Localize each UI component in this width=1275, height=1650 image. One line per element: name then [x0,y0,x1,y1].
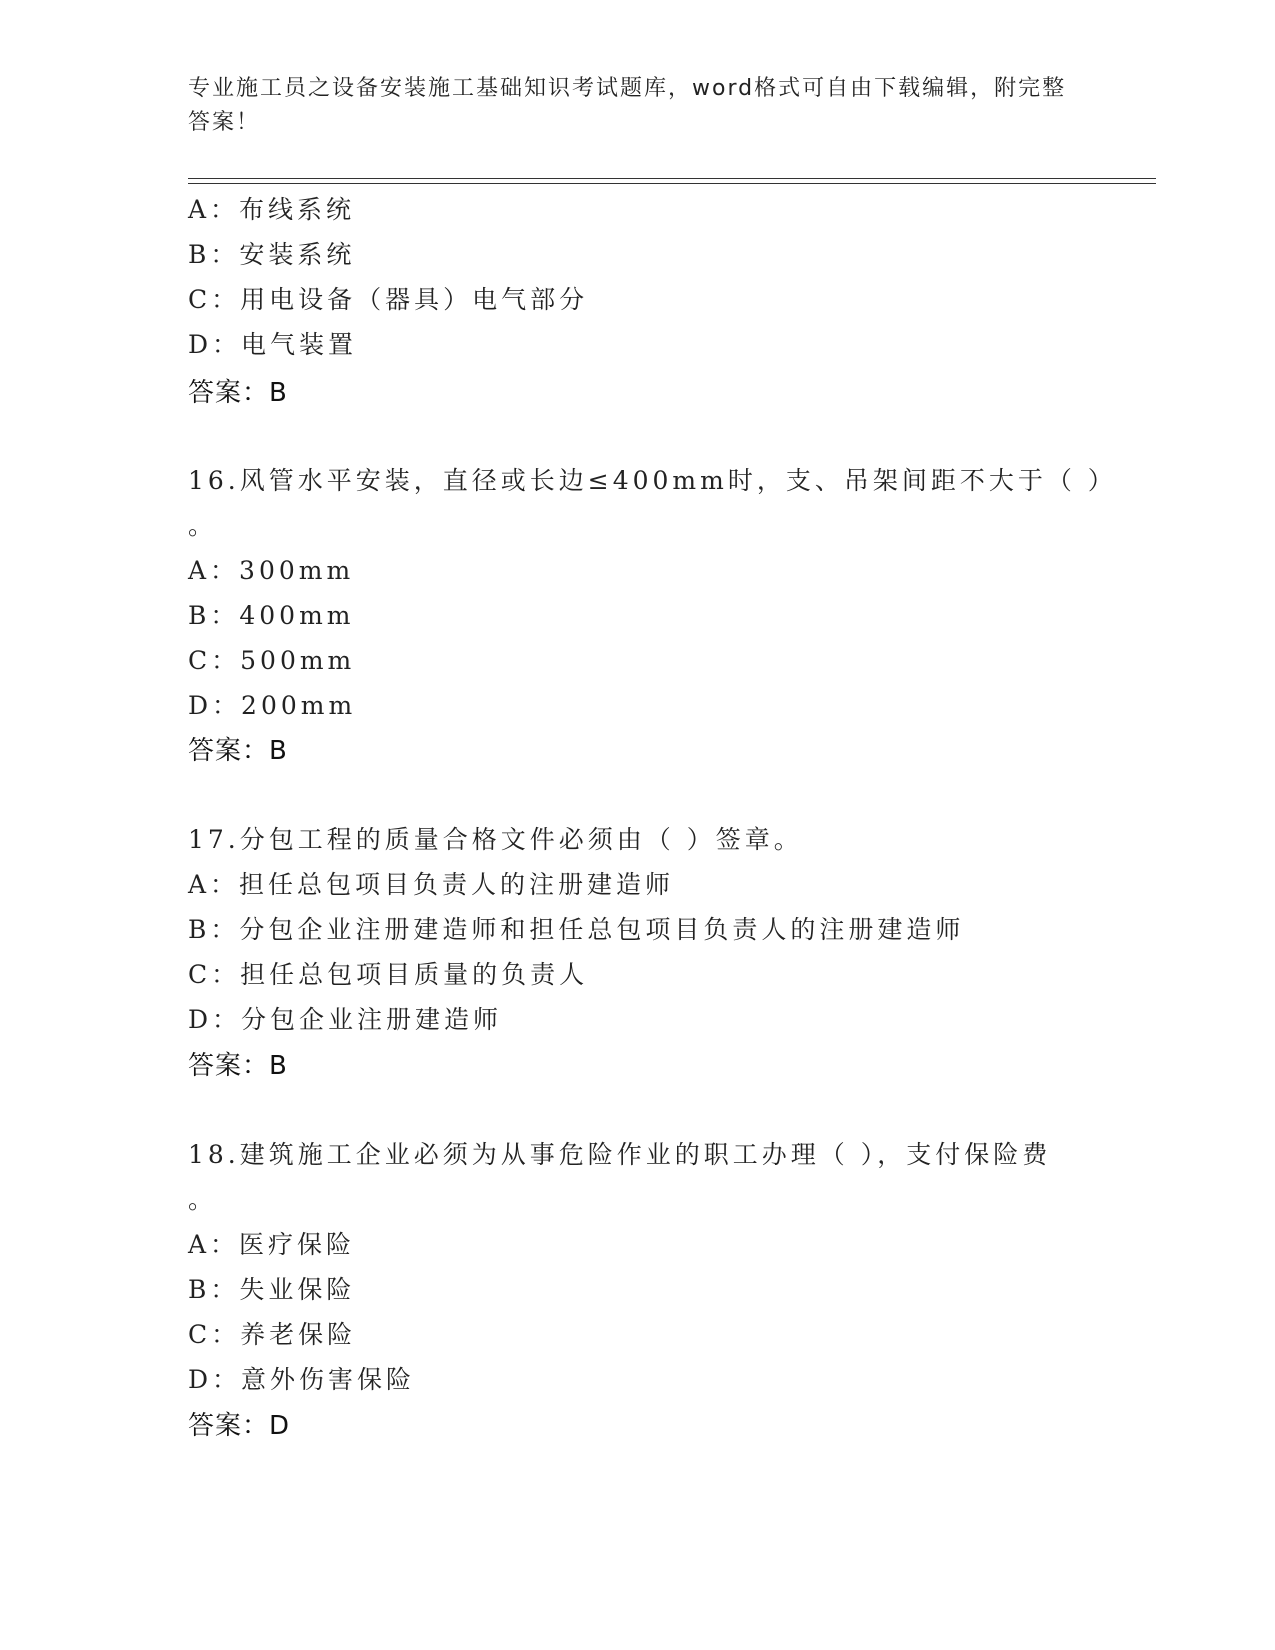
header-divider-top [188,178,1156,179]
q17-option-a: A：担任总包项目负责人的注册建造师 [188,870,675,899]
q18-stem-end: 。 [188,1185,218,1214]
q16-option-b: B：400mm [188,601,355,630]
document-header: 专业施工员之设备安装施工基础知识考试题库，word格式可自由下载编辑，附完整答案！ [188,76,1067,135]
q18-option-a: A：医疗保险 [188,1230,356,1259]
q16-option-d: D：200mm [188,691,357,720]
q17-option-b: B：分包企业注册建造师和担任总包项目负责人的注册建造师 [188,915,965,944]
q16-option-a: A：300mm [188,556,355,585]
q18-option-c: C：养老保险 [188,1320,357,1349]
header-divider-bottom [188,183,1156,184]
q16-option-c: C：500mm [188,646,356,675]
q17-stem: 17.分包工程的质量合格文件必须由（ ）签章。 [188,825,803,854]
q15-answer: 答案：B [188,378,288,408]
q17-option-c: C：担任总包项目质量的负责人 [188,960,589,989]
q15-option-c: C：用电设备（器具）电气部分 [188,285,589,314]
q18-option-d: D：意外伤害保险 [188,1365,416,1394]
q15-option-d: D：电气装置 [188,330,358,359]
q18-answer: 答案：D [188,1411,291,1441]
q16-stem-end: 。 [188,511,218,540]
q17-option-d: D：分包企业注册建造师 [188,1005,503,1034]
q16-answer: 答案：B [188,736,288,766]
q16-stem: 16.风管水平安装，直径或长边≤400mm时，支、吊架间距不大于（ ） [188,466,1117,495]
q18-option-b: B：失业保险 [188,1275,356,1304]
q15-option-a: A：布线系统 [188,195,356,224]
q18-stem: 18.建筑施工企业必须为从事危险作业的职工办理（ ），支付保险费 [188,1140,1052,1169]
q15-option-b: B：安装系统 [188,240,356,269]
q17-answer: 答案：B [188,1051,288,1081]
